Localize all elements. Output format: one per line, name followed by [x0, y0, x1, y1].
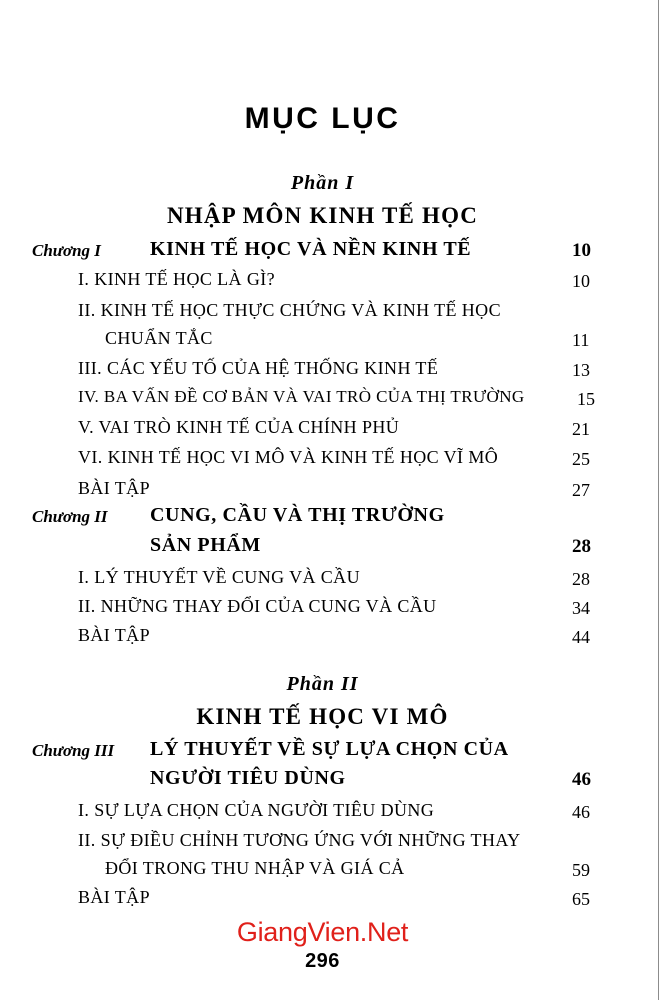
part-title-1: NHẬP MÔN KINH TẾ HỌC	[166, 203, 479, 228]
toc-row[interactable]	[0, 356, 645, 386]
chapter-title-2-line2: SẢN PHẨM	[150, 534, 261, 556]
entry-label: I. SỰ LỰA CHỌN CỦA NGƯỜI TIÊU DÙNG	[78, 800, 435, 820]
toc-row[interactable]	[0, 828, 645, 858]
entry-page: 10	[572, 271, 590, 291]
part-title-2: KINH TẾ HỌC VI MÔ	[196, 704, 449, 729]
chapter-title-2: CUNG, CẦU VÀ THỊ TRƯỜNG	[150, 504, 445, 526]
toc-row[interactable]	[0, 476, 645, 506]
chapter-title-3: LÝ THUYẾT VỀ SỰ LỰA CHỌN CỦA	[150, 738, 509, 760]
toc-row[interactable]	[0, 385, 645, 415]
chapter-page-1: 10	[572, 240, 591, 261]
page-number: 296	[305, 950, 340, 972]
chapter-label-2: Chương II	[32, 507, 108, 526]
watermark: GiangVien.Net	[236, 917, 409, 947]
toc-row[interactable]	[0, 623, 645, 653]
entry-page: 59	[572, 860, 590, 880]
chapter-title-1: KINH TẾ HỌC VÀ NỀN KINH TẾ	[150, 238, 472, 260]
page-title: MỤC LỤC	[244, 102, 401, 135]
toc-row[interactable]	[0, 565, 645, 595]
toc-row[interactable]	[0, 856, 645, 886]
entry-page: 21	[572, 419, 590, 439]
chapter-row-1[interactable]	[0, 238, 645, 268]
chapter-label-1: Chương I	[32, 241, 101, 260]
toc-row[interactable]	[0, 885, 645, 915]
entry-page: 28	[572, 569, 590, 589]
chapter-row-2-cont[interactable]	[0, 534, 645, 564]
entry-page: 15	[577, 389, 595, 409]
entry-page: 34	[572, 598, 590, 618]
entry-page: 44	[572, 627, 590, 647]
entry-label: BÀI TẬP	[78, 478, 150, 498]
entry-page: 11	[572, 330, 590, 350]
entry-label: BÀI TẬP	[78, 625, 150, 645]
entry-page: 13	[572, 360, 590, 380]
entry-label: III. CÁC YẾU TỐ CỦA HỆ THỐNG KINH TẾ	[78, 358, 439, 378]
toc-row[interactable]	[0, 267, 645, 297]
chapter-row-2[interactable]	[0, 504, 645, 534]
part-label-2: Phần II	[286, 673, 359, 695]
entry-page: 27	[572, 480, 590, 500]
toc-row[interactable]	[0, 415, 645, 445]
entry-page: 46	[572, 802, 590, 822]
entry-label: I. LÝ THUYẾT VỀ CUNG VÀ CẦU	[78, 567, 360, 587]
entry-label: BÀI TẬP	[78, 887, 150, 907]
entry-label: IV. BA VẤN ĐỀ CƠ BẢN VÀ VAI TRÒ CỦA THỊ TRƯỜNG	[78, 387, 525, 406]
chapter-row-3[interactable]	[0, 738, 645, 768]
chapter-page-2: 28	[572, 536, 591, 557]
entry-label: VI. KINH TẾ HỌC VI MÔ VÀ KINH TẾ HỌC VĨ MÔ	[78, 447, 499, 467]
entry-label: II. NHỮNG THAY ĐỔI CỦA CUNG VÀ CẦU	[78, 596, 437, 616]
part-label-1: Phần I	[290, 172, 355, 194]
entry-label: II. KINH TẾ HỌC THỰC CHỨNG VÀ KINH TẾ HỌC	[78, 300, 501, 320]
toc-row[interactable]	[0, 445, 645, 475]
entry-page: 25	[572, 449, 590, 469]
entry-label: V. VAI TRÒ KINH TẾ CỦA CHÍNH PHỦ	[78, 417, 400, 437]
entry-label: CHUẨN TẮC	[105, 328, 213, 348]
toc-row[interactable]	[0, 298, 645, 328]
entry-label: II. SỰ ĐIỀU CHỈNH TƯƠNG ỨNG VỚI NHỮNG THAY	[78, 830, 521, 850]
chapter-page-3: 46	[572, 769, 591, 790]
toc-row[interactable]	[0, 594, 645, 624]
chapter-row-3-cont[interactable]	[0, 767, 645, 797]
chapter-title-3-line2: NGƯỜI TIÊU DÙNG	[150, 767, 346, 789]
entry-page: 65	[572, 889, 590, 909]
chapter-label-3: Chương III	[32, 741, 115, 760]
entry-label: ĐỔI TRONG THU NHẬP VÀ GIÁ CẢ	[105, 858, 405, 878]
toc-row[interactable]	[0, 326, 645, 356]
toc-row[interactable]	[0, 798, 645, 828]
entry-label: I. KINH TẾ HỌC LÀ GÌ?	[78, 269, 276, 289]
